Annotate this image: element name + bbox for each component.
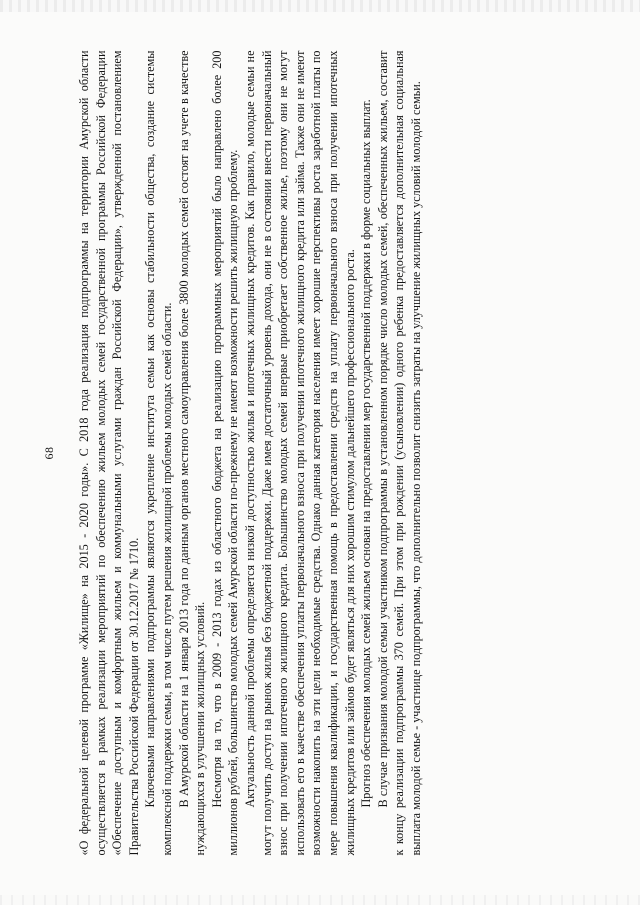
paragraph-1: «О федеральной целевой программе «Жилище» на 2015 - 2020 годы». С 2018 года реализация подпрограммы на территории Амурской области осуществляется в рамках реализации мероприятий по обеспечению жильем молодых семей государственной программы Российской Федерации «Обеспечение доступным и комфортным жильем и коммунальными услугами граждан Российской Федерации», утвержденной постановлением Правительства Российской Федерации от 30.12.2017 № 1710. <box>77 50 141 855</box>
paragraph-2: Ключевыми направлениями подпрограммы являются укрепление института семьи как основы стабильности общества, создание системы комплексной поддержки семьи, в том числе путем решения жилищной проблемы молодых семей области. <box>143 50 174 855</box>
scan-edge-bottom <box>0 895 640 905</box>
paragraph-7: В случае признания молодой семьи участником подпрограммы в установленном порядке число молодых семей, обеспеченных жильем, составит к концу реализации подпрограммы 370 семей. При этом при рождении (усыновлении) одного ребенка предоставляется дополнительная социальная выплата молодой семье - участнице подпрограммы, что дополнительно позволит снизить затраты на улучшение жилищных условий молодой семьи. <box>375 50 423 855</box>
page-number: 68 <box>42 446 56 459</box>
paragraph-5: Актуальность данной проблемы определяется низкой доступностью жилья и ипотечных жилищных кредитов. Как правило, молодые семьи не могут получить доступ на рынок жилья без бюджетной поддержки. Даже имея достаточный уровень дохода, они не в состоянии внести первоначальный взнос при получении ипотечного жилищного кредита. Большинство молодых семей впервые приобретает собственное жилье, поэтому они не могут использовать его в качестве обеспечения уплаты первоначального взноса при получении ипотечного жилищного кредита или займа. Также они не имеют возможности накопить на эти цели необходимые средства. Однако данная категория населения имеет хорошие перспективы роста заработной платы по мере повышения квалификации, и государственная помощь в предоставлении средств на уплату первоначального взноса при получении ипотечных жилищных кредитов или займов будет являться для них хорошим стимулом дальнейшего профессионального роста. <box>242 50 357 855</box>
paragraph-4: Несмотря на то, что в 2009 - 2013 годах из областного бюджета на реализацию программных мероприятий было направлено более 200 миллионов рублей, большинство молодых семей Амурской области по-прежнему не имеют возможности решить жилищную проблему. <box>209 50 241 855</box>
rotated-document-page <box>40 50 600 855</box>
paragraph-3: В Амурской области на 1 января 2013 года по данным органов местного самоуправления более 3800 молодых семей состоят на учете в качестве нуждающихся в улучшении жилищных условий. <box>176 50 208 855</box>
document-body <box>76 50 424 855</box>
paragraph-6: Прогноз обеспечения молодых семей жильем основан на предоставлении мер государственной поддержки в форме социальных выплат. <box>359 98 374 807</box>
scan-edge-top <box>0 0 640 12</box>
